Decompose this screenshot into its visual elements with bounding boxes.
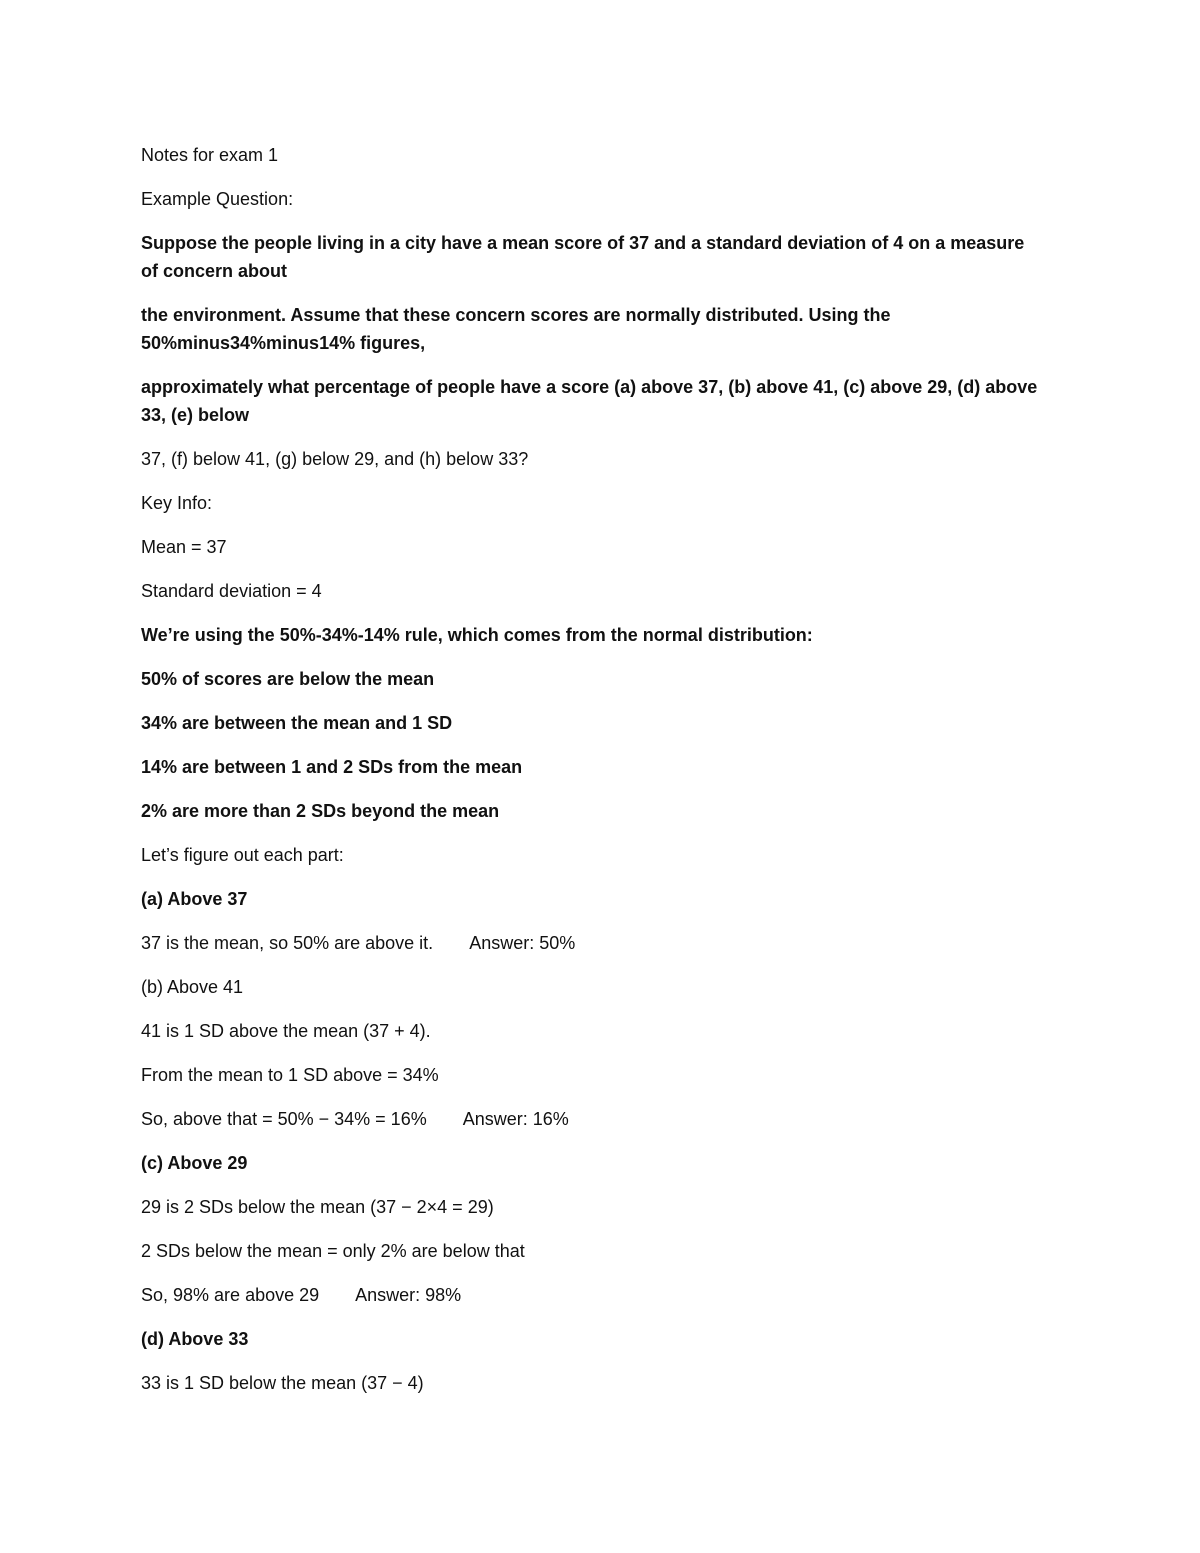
part-a-heading: (a) Above 37 [141, 889, 248, 909]
part-b-explanation: So, above that = 50% − 34% = 16% [141, 1109, 427, 1129]
rule-item-3: 14% are between 1 and 2 SDs from the mean [141, 757, 523, 777]
part-b-line-3 [141, 1105, 1041, 1133]
part-d-heading: (d) Above 33 [141, 1329, 249, 1349]
parts-intro: Let’s figure out each part: [141, 845, 344, 865]
document-title: Notes for exam 1 [141, 145, 279, 165]
question-paragraph-4: 37, (f) below 41, (g) below 29, and (h) below 33? [141, 449, 529, 469]
part-b-heading: (b) Above 41 [141, 977, 244, 997]
part-b-answer: Answer: 16% [462, 1109, 569, 1129]
rule-intro: We’re using the 50%-34%-14% rule, which comes from the normal distribution: [141, 625, 813, 645]
part-c-line-2: 2 SDs below the mean = only 2% are below that [141, 1241, 525, 1261]
rule-item-2: 34% are between the mean and 1 SD [141, 713, 453, 733]
sd-line: Standard deviation = 4 [141, 581, 322, 601]
part-a-answer: Answer: 50% [469, 933, 576, 953]
key-info-label: Key Info: [141, 493, 213, 513]
part-c-heading: (c) Above 29 [141, 1153, 248, 1173]
question-paragraph-2: the environment. Assume that these concern scores are normally distributed. Using the 50%minus34%minus14% figures, [141, 305, 891, 353]
document-body [141, 141, 1041, 1413]
rule-item-4: 2% are more than 2 SDs beyond the mean [141, 801, 500, 821]
part-b-line-1: 41 is 1 SD above the mean (37 + 4). [141, 1021, 431, 1041]
question-paragraph-1: Suppose the people living in a city have a mean score of 37 and a standard deviation of 4 on a measure of concern about [141, 233, 1025, 281]
part-c-explanation: So, 98% are above 29 [141, 1285, 320, 1305]
example-label: Example Question: [141, 189, 294, 209]
part-c-line-1: 29 is 2 SDs below the mean (37 − 2×4 = 29) [141, 1197, 494, 1217]
rule-item-1: 50% of scores are below the mean [141, 669, 435, 689]
part-b-line-2: From the mean to 1 SD above = 34% [141, 1065, 439, 1085]
question-paragraph-3: approximately what percentage of people have a score (a) above 37, (b) above 41, (c) above 29, (d) above 33, (e) below [141, 377, 1038, 425]
mean-line: Mean = 37 [141, 537, 227, 557]
part-c-line-3 [141, 1281, 1041, 1309]
part-c-answer: Answer: 98% [355, 1285, 462, 1305]
part-a-line [141, 929, 1041, 957]
part-a-explanation: 37 is the mean, so 50% are above it. [141, 933, 434, 953]
part-d-line-1: 33 is 1 SD below the mean (37 − 4) [141, 1373, 424, 1393]
